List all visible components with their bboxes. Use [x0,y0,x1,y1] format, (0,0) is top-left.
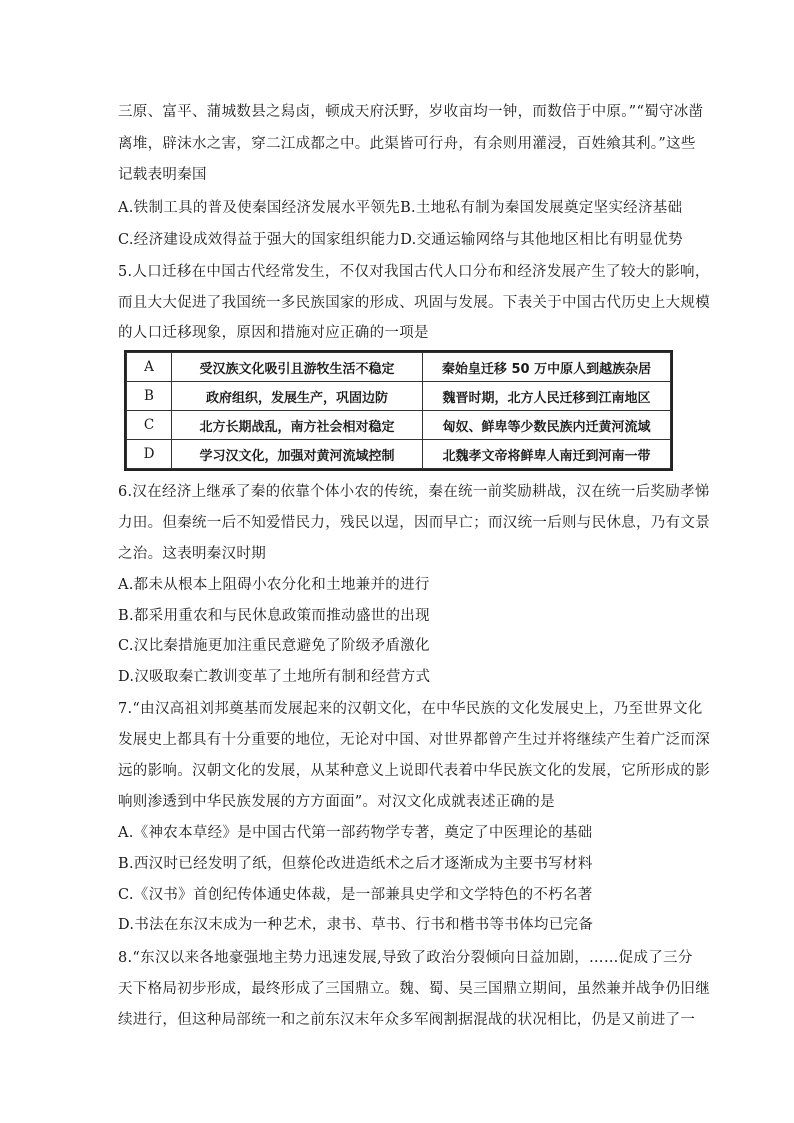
q5-stem: 而且大大促进了我国统一多民族国家的形成、巩固与发展。下表关于中国古代历史上大规模 [118,295,710,311]
table-cell-reason: 政府组织，发展生产，巩固边防 [172,382,423,411]
table-cell-event: 魏晋时期，北方人民迁移到江南地区 [423,382,671,411]
q8-stem: 天下格局初步形成，最终形成了三国鼎立。魏、蜀、吴三国鼎立期间，虽然兼并战争仍旧继 [118,981,710,997]
q6-option-c[interactable]: C.汉比秦措施更加注重民意避免了阶级矛盾激化 [118,638,430,654]
table-cell-reason: 学习汉文化，加强对黄河流域控制 [172,440,423,469]
q7-option-a[interactable]: A.《神农本草经》是中国古代第一部药物学专著，奠定了中医理论的基础 [118,825,593,841]
q6-option-b[interactable]: B.都采用重农和与民休息政策而推动盛世的出现 [118,608,430,624]
q6-option-d[interactable]: D.汉吸取秦亡教训变革了土地所有制和经营方式 [118,669,431,685]
text-line: 离堆，辟沫水之害，穿二江成都之中。此渠皆可行舟，有余则用灌浸，百姓飨其利。”这些 [118,136,696,152]
q7-stem: 响则渗透到中华民族发展的方方面面”。对汉文化成就表述正确的是 [118,794,555,810]
q7-option-c[interactable]: C.《汉书》首创纪传体通史体裁，是一部兼具史学和文学特色的不朽名著 [118,887,593,903]
text-line: 记载表明秦国 [118,167,207,183]
q8-stem: 8.“东汉以来各地豪强地主势力迅速发展,导致了政治分裂倾向日益加剧，……促成了三分 [118,950,693,966]
text-line: 三原、富平、蒲城数县之舄卤，顿成天府沃野，岁收亩均一钟，而数倍于中原。”“蜀守冰凿 [118,104,704,120]
q5-stem: 的人口迁移现象，原因和措施对应正确的一项是 [118,325,429,341]
q6-stem: 6.汉在经济上继承了秦的依靠个体小农的传统，秦在统一前奖励耕战，汉在统一后奖励孝悌 [118,484,710,500]
table-cell-event: 北魏孝文帝将鲜卑人南迁到河南一带 [423,440,671,469]
q6-stem: 力田。但秦统一后不知爱惜民力，残民以逞，因而早亡；而汉统一后则与民休息，乃有文景 [118,515,710,531]
table-row[interactable] [127,440,671,469]
q4-option-row [118,230,683,250]
q8-stem: 续进行，但这种局部统一和之前东汉末年众多军阀割据混战的状况相比，仍是又前进了一 [118,1012,696,1028]
table-cell-label: C [127,411,172,440]
q4-option-d[interactable]: D.交通运输网络与其他地区相比有明显优势 [400,232,683,248]
q6-stem: 之治。这表明秦汉时期 [118,546,266,562]
table-cell-event: 秦始皇迁移 50 万中原人到越族杂居 [423,353,671,382]
q4-option-c[interactable]: C.经济建设成效得益于强大的国家组织能力 [118,232,401,248]
table-cell-label: A [127,353,172,382]
q4-option-b[interactable]: B.土地私有制为秦国发展奠定坚实经济基础 [400,200,683,216]
q7-option-d[interactable]: D.书法在东汉末成为一种艺术，隶书、草书、行书和楷书等书体均已完备 [118,917,594,933]
table-cell-event: 匈奴、鲜卑等少数民族内迁黄河流域 [423,411,671,440]
table-cell-reason: 北方长期战乱，南方社会相对稳定 [172,411,423,440]
q5-stem: 5.人口迁移在中国古代经常发生，不仅对我国古代人口分布和经济发展产生了较大的影响， [118,264,710,280]
q5-table [124,350,673,471]
q7-stem: 远的影响。汉朝文化的发展，从某种意义上说即代表着中华民族文化的发展，它所形成的影 [118,763,710,779]
table-cell-label: B [127,382,172,411]
q4-option-row [118,198,683,218]
q4-option-a[interactable]: A.铁制工具的普及使秦国经济发展水平领先 [118,200,401,216]
table-cell-reason: 受汉族文化吸引且游牧生活不稳定 [172,353,423,382]
q6-option-a[interactable]: A.都未从根本上阻碍小农分化和土地兼并的进行 [118,577,430,593]
table-cell-label: D [127,440,172,469]
table-row[interactable] [127,353,671,382]
q7-stem: 7.“由汉高祖刘邦奠基而发展起来的汉朝文化，在中华民族的文化发展史上，乃至世界文化 [118,701,703,717]
table-row[interactable] [127,382,671,411]
q7-option-b[interactable]: B.西汉时已经发明了纸，但蔡伦改进造纸术之后才逐渐成为主要书写材料 [118,856,593,872]
q7-stem: 发展史上都具有十分重要的地位，无论对中国、对世界都曾产生过并将继续产生着广泛而深 [118,732,710,748]
table-row[interactable] [127,411,671,440]
